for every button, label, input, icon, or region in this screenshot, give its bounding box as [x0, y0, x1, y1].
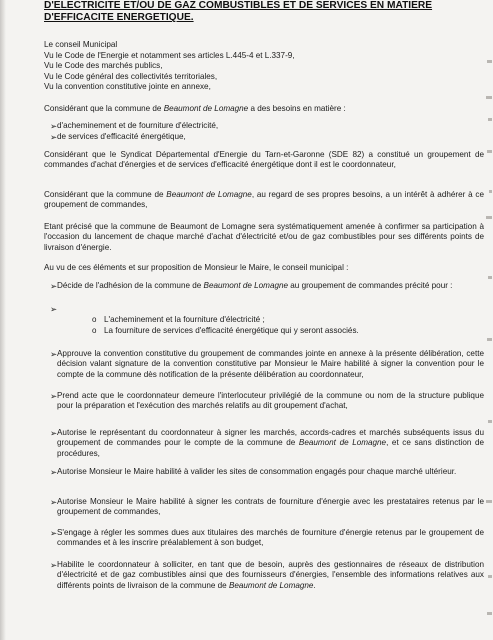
arrow-bullet-icon: ➢	[50, 528, 58, 538]
circle-bullet-icon: o	[92, 315, 97, 324]
decision-sign-supply-contracts: Autorise Monsieur le Maire habilité à signer les contrats de fourniture d'énergie avec les prestataires retenus par le groupement de commandes,	[57, 497, 484, 517]
arrow-bullet-icon: ➢	[50, 349, 58, 359]
decision-validate-sites: Autorise Monsieur le Maire habilité à valider les sites de consommation engagés pour chaque marché ultérieur.	[57, 467, 457, 476]
arrow-bullet-icon: ➢	[50, 304, 58, 314]
need-efficiency-services: de services d'efficacité énergétique,	[57, 132, 186, 141]
commune-name: Beaumont de Lomagne	[163, 104, 249, 113]
scan-edge-shadow	[0, 0, 6, 640]
commune-name: Beaumont de Lomagne	[228, 580, 314, 590]
arrow-bullet-icon: ➢	[50, 281, 58, 291]
legal-basis-public-contracts: Vu le Code des marchés publics,	[44, 61, 163, 70]
arrow-bullet-icon: ➢	[50, 467, 58, 477]
arrow-bullet-icon: ➢	[50, 428, 58, 438]
commune-name: de Lomagne	[339, 438, 387, 448]
participation-precision: Etant précisé que la commune de Beaumont de Lomagne sera systématiquement amenée à confirmer sa participation à l'occasion du lancement de chaque marché d'achat d'électricité et/ou de gaz combustibles pour ses différents points de livraison d'énergie.	[44, 222, 484, 252]
scope-efficiency-services: La fourniture de services d'efficacité énergétique qui y seront associés.	[104, 326, 359, 335]
decision-commit-payment: S'engage à régler les sommes dues aux titulaires des marchés de fourniture d'énergie retenus par le groupement de commandes et à les inscrire préalablement à son budget,	[57, 528, 484, 548]
circle-bullet-icon: o	[92, 326, 97, 335]
legal-basis-convention: Vu la convention constitutive jointe en annexe,	[44, 82, 211, 91]
scan-bleed-marks	[485, 0, 493, 640]
commune-name: Beaumont	[298, 438, 336, 448]
arrow-bullet-icon: ➢	[50, 497, 58, 507]
considering-sde82: Considérant que le Syndicat Départemental d'Energie du Tarn-et-Garonne (SDE 82) a constitué un groupement de commandes d'achat d'énergies et de services d'efficacité énergétique dont il est le coordonnateur,	[44, 150, 484, 170]
council-label: Le conseil Municipal	[44, 40, 118, 49]
scope-electricity: L'acheminement et la fourniture d'électricité ;	[104, 315, 265, 324]
title-line-2: D'EFFICACITE ENERGETIQUE.	[44, 12, 194, 23]
arrow-bullet-icon: ➢	[50, 132, 58, 142]
legal-basis-energy-code: Vu le Code de l'Energie et notamment ses articles L.445-4 et L.337-9,	[44, 50, 295, 60]
decision-approve-convention: Approuve la convention constitutive du groupement de commandes jointe en annexe à la présente délibération, cette décision valant signature de la convention constitutive par Monsieur le Maire habilité à signer la convention pour le compte de la commune dès notification de la présente délibération au coordonnateur,	[57, 349, 484, 379]
considering-interest: Considérant que la commune de Beaumont de Lomagne, au regard de ses propres besoins, a un intérêt à adhérer à ce groupement de commandes,	[44, 190, 484, 210]
arrow-bullet-icon: ➢	[50, 121, 58, 131]
need-electricity: d'acheminement et de fourniture d'électricité,	[57, 121, 219, 130]
arrow-bullet-icon: ➢	[50, 560, 58, 570]
decision-empower-coordinator: Habilite le coordonnateur à solliciter, en tant que de besoin, auprès des gestionnaires de réseaux de distribution d'électricité et de gaz combustibles ainsi que des fournisseurs d'énergies, l'ensemble des informations relatives aux différents points de livraison de la commune de Beaumont de Lomagne.	[57, 560, 484, 590]
title-line-1: D'ELECTRICITE ET/OU DE GAZ COMBUSTIBLES ET DE SERVICES EN MATIERE	[44, 0, 433, 11]
arrow-bullet-icon: ➢	[50, 391, 58, 401]
decision-acknowledge-coordinator: Prend acte que le coordonnateur demeure l'interlocuteur privilégié de la commune ou nom de la structure publique pour la préparation et l'exécution des marchés relatifs au dit groupement d'achat,	[57, 391, 484, 411]
commune-name: Beaumont de Lomagne	[166, 190, 252, 199]
decision-authorise-contracts: Autorise le représentant du coordonnateur à signer les marchés, accords-cadres et marchés subséquents issus du groupement de commandes pour le compte de la commune de Beaumont de Lomagne, et ce sans distinction de procédures,	[57, 428, 484, 458]
legal-basis-local-authorities: Vu le Code général des collectivités territoriales,	[44, 71, 218, 81]
decision-membership: Décide de l'adhésion de la commune de Beaumont de Lomagne au groupement de commandes précité pour :	[57, 281, 453, 290]
commune-name: Beaumont de Lomagne	[203, 281, 289, 290]
document-title	[44, 0, 484, 24]
deliberation-intro: Au vu de ces éléments et sur proposition de Monsieur le Maire, le conseil municipal :	[44, 263, 349, 272]
considering-needs: Considérant que la commune de Beaumont de Lomagne a des besoins en matière :	[44, 104, 346, 113]
